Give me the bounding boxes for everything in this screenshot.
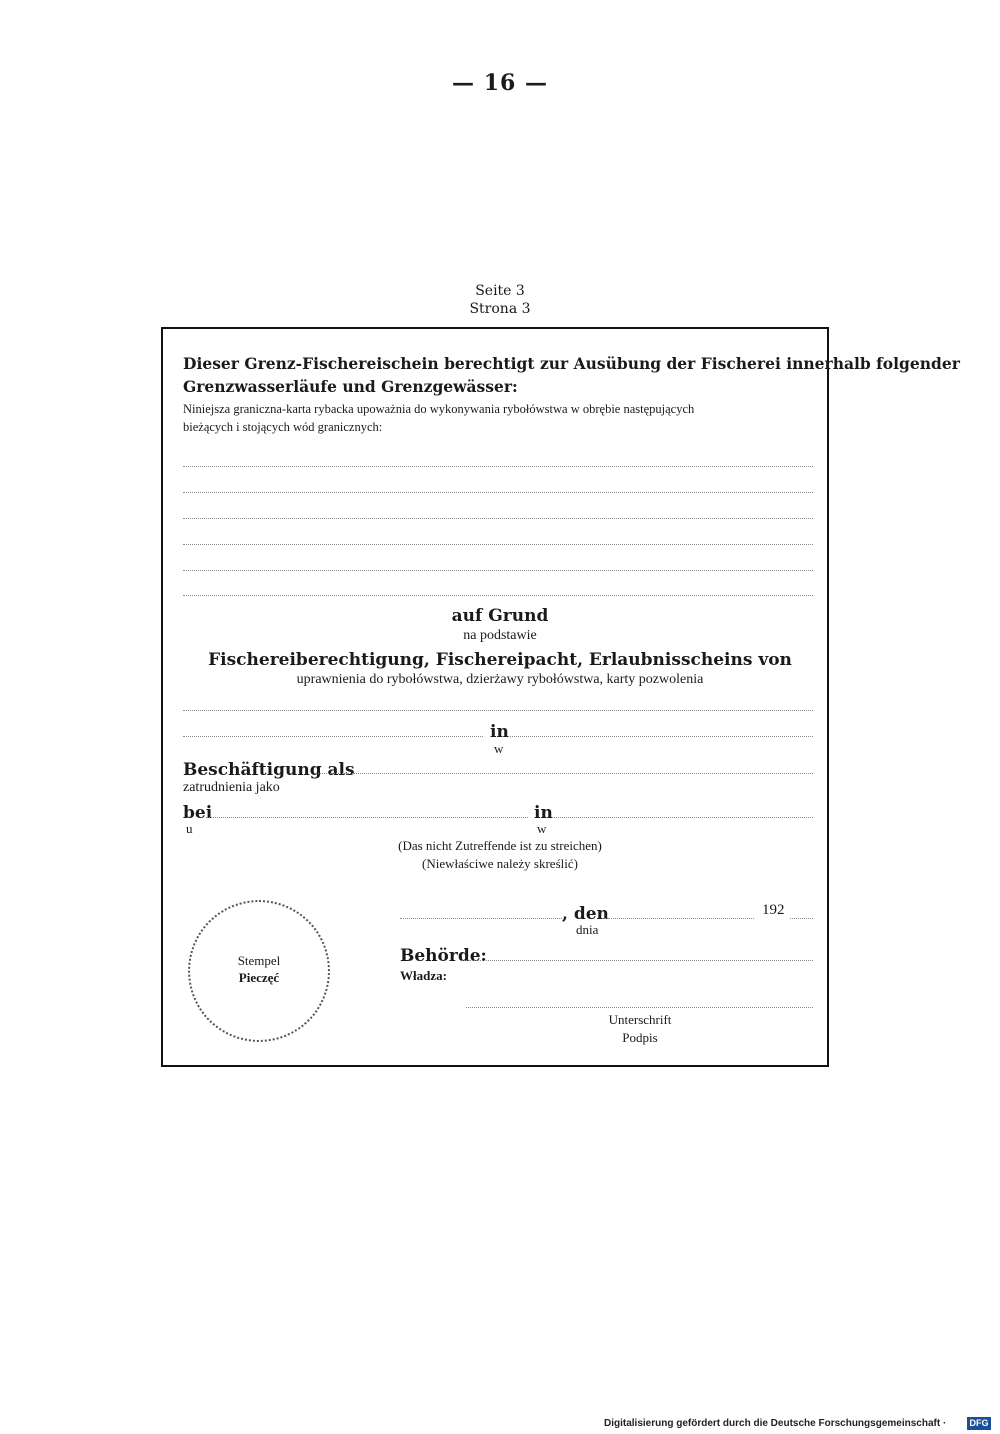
- authority-line[interactable]: [462, 960, 813, 961]
- intro-german-line-1: Dieser Grenz-Fischereischein berechtigt zur Ausübung der Fischerei innerhalb folgender: [183, 354, 960, 373]
- waters-line-4[interactable]: [183, 544, 813, 545]
- basis-german: Fischereiberechtigung, Fischereipacht, Erlaubnisscheins von: [208, 650, 792, 670]
- date-den-german: , den: [562, 904, 609, 924]
- basis-detail-line[interactable]: [183, 710, 813, 711]
- year-line[interactable]: [790, 918, 813, 919]
- in2-german: in: [534, 803, 553, 823]
- waters-line-1[interactable]: [183, 466, 813, 467]
- year-prefix: 192: [762, 902, 785, 918]
- signature-german: Unterschrift: [608, 1012, 672, 1027]
- digitization-credit: Digitalisierung gefördert durch die Deutsche Forschungsgemeinschaft ·: [604, 1418, 947, 1429]
- intro-german-line-2: Grenzwasserläufe und Grenzgewässer:: [183, 377, 518, 396]
- waters-line-3[interactable]: [183, 518, 813, 519]
- stamp-polish: Pieczęć: [238, 970, 280, 985]
- dfg-logo: DFG: [967, 1417, 991, 1430]
- waters-line-6[interactable]: [183, 595, 813, 596]
- waters-line-2[interactable]: [183, 492, 813, 493]
- auf-grund-polish: na podstawie: [463, 628, 537, 643]
- in-german: in: [490, 722, 509, 742]
- seite-label: Seite 3: [475, 283, 525, 299]
- employment-german: Beschäftigung als: [183, 760, 355, 780]
- page-number: — 16 —: [452, 70, 548, 96]
- in2-polish: w: [537, 821, 547, 836]
- strike-note-german: (Das nicht Zutreffende ist zu streichen): [398, 838, 602, 853]
- signature-polish: Podpis: [622, 1030, 658, 1045]
- signature-line[interactable]: [466, 1007, 813, 1008]
- date-place-line[interactable]: [400, 918, 562, 919]
- bei-german: bei: [183, 803, 213, 823]
- in-polish: w: [494, 741, 504, 756]
- intro-polish-line-2: bieżących i stojących wód granicznych:: [183, 420, 383, 434]
- employer-line[interactable]: [206, 817, 528, 818]
- bei-polish: u: [186, 821, 193, 836]
- issuer-place-line[interactable]: [510, 736, 813, 737]
- date-dnia-polish: dnia: [576, 922, 599, 937]
- auf-grund-german: auf Grund: [451, 606, 549, 626]
- employment-line[interactable]: [315, 773, 813, 774]
- employment-polish: zatrudnienia jako: [183, 780, 280, 795]
- authority-polish: Władza:: [400, 968, 447, 983]
- strike-note-polish: (Niewłaściwe należy skreślić): [422, 856, 578, 871]
- issuer-line[interactable]: [183, 736, 483, 737]
- strona-label: Strona 3: [469, 301, 531, 317]
- waters-line-5[interactable]: [183, 570, 813, 571]
- authority-german: Behörde:: [400, 946, 487, 966]
- basis-polish: uprawnienia do rybołówstwa, dzierżawy rybołówstwa, karty pozwolenia: [296, 672, 704, 687]
- date-day-line[interactable]: [604, 918, 754, 919]
- intro-polish-line-1: Niniejsza graniczna-karta rybacka upoważnia do wykonywania rybołówstwa w obrębie następujących: [183, 402, 695, 416]
- employer-place-line[interactable]: [552, 817, 813, 818]
- stamp-german: Stempel: [237, 953, 281, 968]
